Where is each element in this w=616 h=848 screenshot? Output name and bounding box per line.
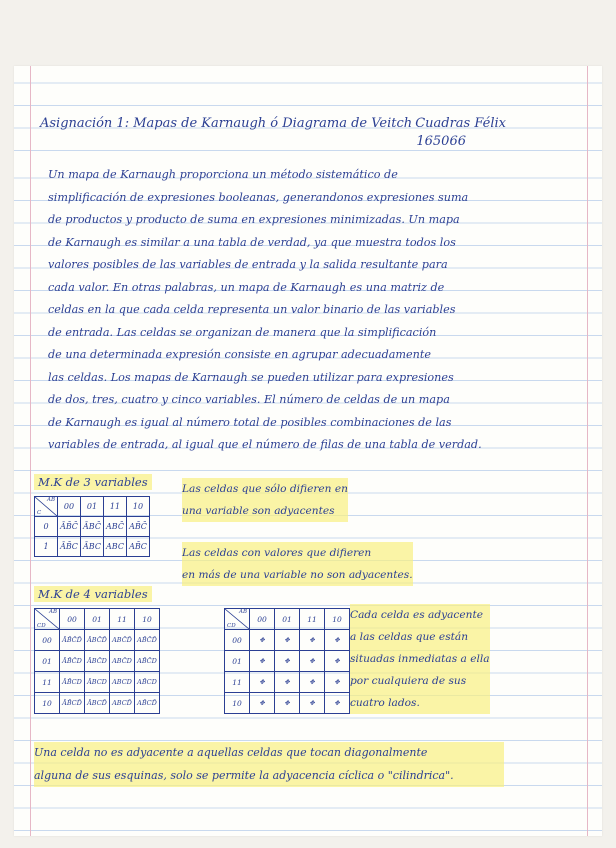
k4-cell: ĀB̄C̄D̄ [60, 630, 85, 651]
paragraph-line: simplificación de expresiones booleanas, generandonos expresiones suma [48, 190, 469, 204]
k4-row-header: 01 [35, 651, 60, 672]
note-not-adjacent [182, 542, 413, 586]
paragraph-line: de entrada. Las celdas se organizan de manera que la simplificación [48, 325, 437, 339]
note-adjacent [182, 478, 348, 522]
k4-col-header: 10 [135, 609, 160, 630]
kmap-4-variables [34, 608, 160, 714]
intro-paragraph [48, 164, 534, 457]
k4-cell: ĀB̄C̄D [60, 651, 85, 672]
four-way-arrow-icon: ✥ [325, 693, 350, 714]
paragraph-line: de una determinada expresión consiste en agrupar adecuadamente [48, 348, 431, 361]
k4-cell: ABCD̄ [110, 693, 135, 714]
k3-row-header: 1 [35, 537, 58, 557]
four-way-arrow-icon: ✥ [300, 630, 325, 651]
k3-row-header: 0 [35, 517, 58, 537]
note-line: por cualquiera de sus [350, 670, 490, 692]
k3-cell: AB̄C [127, 537, 150, 557]
k4-col-header: 00 [60, 609, 85, 630]
k3-corner-cell [35, 497, 58, 517]
note-line: situadas inmediatas a ella [350, 648, 490, 670]
four-way-arrow-icon: ✥ [250, 630, 275, 651]
four-way-arrow-icon: ✥ [300, 651, 325, 672]
kmap-3-variables [34, 496, 150, 557]
k3-corner-left: C [37, 510, 42, 516]
page-header [36, 112, 504, 148]
note-line: cuatro lados. [350, 692, 490, 714]
note-line: Cada celda es adyacente [350, 604, 490, 626]
k4-corner-cell [35, 609, 60, 630]
k4b-row-header: 00 [225, 630, 250, 651]
k4b-row-header: 11 [225, 672, 250, 693]
k3-corner-top: AB [46, 497, 55, 503]
page-title: Asignación 1: Mapas de Karnaugh ó Diagrama de Veitch [40, 116, 413, 131]
k3-col-header: 00 [58, 497, 81, 517]
four-way-arrow-icon: ✥ [275, 630, 300, 651]
k3-cell: ABC̄ [104, 517, 127, 537]
k4-cell: ĀB̄CD̄ [60, 693, 85, 714]
k4-cell: AB̄C̄D̄ [135, 630, 160, 651]
four-way-arrow-icon: ✥ [250, 651, 275, 672]
k4b-col-header: 00 [250, 609, 275, 630]
k4-col-header: 11 [110, 609, 135, 630]
k4-cell: ĀBC̄D [85, 651, 110, 672]
k4b-corner-left: CD [227, 623, 236, 629]
k4b-row-header: 10 [225, 693, 250, 714]
paragraph-line: valores posibles de las variables de entrada y la salida resultante para [48, 258, 448, 271]
k4-corner-left: CD [37, 623, 46, 629]
note-line: una variable son adyacentes [182, 500, 348, 522]
k4b-corner-top: AB [238, 609, 247, 615]
four-way-arrow-icon: ✥ [300, 693, 325, 714]
k3-col-header: 10 [127, 497, 150, 517]
four-way-arrow-icon: ✥ [275, 672, 300, 693]
k3-col-header: 01 [81, 497, 104, 517]
four-way-arrow-icon: ✥ [325, 630, 350, 651]
paragraph-line: celdas en la que cada celda representa un valor binario de las variables [48, 303, 456, 316]
four-way-arrow-icon: ✥ [275, 651, 300, 672]
k3-cell: ĀB̄C̄ [58, 517, 81, 537]
author-id: 165066 [416, 134, 466, 149]
k4-cell: AB̄C̄D [135, 651, 160, 672]
paragraph-line: de Karnaugh es igual al número total de posibles combinaciones de las [48, 415, 452, 429]
four-way-arrow-icon: ✥ [325, 672, 350, 693]
four-way-arrow-icon: ✥ [250, 672, 275, 693]
note-line: en más de una variable no son adyacentes. [182, 564, 413, 586]
k4-col-header: 01 [85, 609, 110, 630]
k3-cell: ĀBC̄ [81, 517, 104, 537]
k4-cell: ĀBCD [85, 672, 110, 693]
k4b-corner-cell [225, 609, 250, 630]
bottom-line: Una celda no es adyacente a aquellas celdas que tocan diagonalmente [34, 742, 504, 765]
k3-col-header: 11 [104, 497, 127, 517]
k4-cell: ABC̄D̄ [110, 630, 135, 651]
left-margin-line [30, 66, 31, 836]
note-line: Las celdas que sólo difieren en [182, 478, 348, 500]
right-margin-line [587, 66, 588, 836]
note-cell-adjacency [350, 604, 490, 714]
k3-cell: ĀBC [81, 537, 104, 557]
k4-cell: ĀBC̄D̄ [85, 630, 110, 651]
author-name: Cuadras Félix [415, 116, 506, 131]
k4-label: M.K de 4 variables [34, 586, 152, 602]
k4b-col-header: 01 [275, 609, 300, 630]
k4b-col-header: 11 [300, 609, 325, 630]
note-line: Las celdas con valores que difieren [182, 542, 413, 564]
paragraph-line: de Karnaugh es similar a una tabla de verdad, ya que muestra todos los [48, 235, 456, 249]
paragraph-line: las celdas. Los mapas de Karnaugh se pueden utilizar para expresiones [48, 370, 454, 384]
paragraph-line: cada valor. En otras palabras, un mapa de Karnaugh es una matriz de [48, 280, 445, 294]
kmap-adjacency-diagram [224, 608, 350, 714]
four-way-arrow-icon: ✥ [300, 672, 325, 693]
paragraph-line: de productos y producto de suma en expresiones minimizadas. Un mapa [48, 213, 460, 226]
k4-cell: AB̄CD [135, 672, 160, 693]
k3-cell: ĀB̄C [58, 537, 81, 557]
k4b-col-header: 10 [325, 609, 350, 630]
k4-cell: ĀB̄CD [60, 672, 85, 693]
k3-cell: ABC [104, 537, 127, 557]
k4-row-header: 00 [35, 630, 60, 651]
notebook-page [14, 66, 602, 836]
k4-corner-top: AB [48, 609, 57, 615]
k4-cell: ABCD [110, 672, 135, 693]
k3-cell: AB̄C̄ [127, 517, 150, 537]
k4-cell: AB̄CD̄ [135, 693, 160, 714]
note-line: a las celdas que están [350, 626, 490, 648]
four-way-arrow-icon: ✥ [325, 651, 350, 672]
bottom-line: alguna de sus esquinas, solo se permite la adyacencia cíclica o "cilindrica". [34, 765, 504, 788]
four-way-arrow-icon: ✥ [250, 693, 275, 714]
k4-cell: ĀBCD̄ [85, 693, 110, 714]
paragraph-line: Un mapa de Karnaugh proporciona un método sistemático de [48, 168, 398, 181]
k4b-row-header: 01 [225, 651, 250, 672]
k4-row-header: 11 [35, 672, 60, 693]
bottom-note [34, 742, 504, 787]
paragraph-line: de dos, tres, cuatro y cinco variables. El número de celdas de un mapa [48, 393, 450, 406]
k4-cell: ABC̄D [110, 651, 135, 672]
k4-row-header: 10 [35, 693, 60, 714]
k3-label: M.K de 3 variables [34, 474, 152, 490]
four-way-arrow-icon: ✥ [275, 693, 300, 714]
paragraph-line: variables de entrada, al igual que el número de filas de una tabla de verdad. [48, 438, 482, 451]
